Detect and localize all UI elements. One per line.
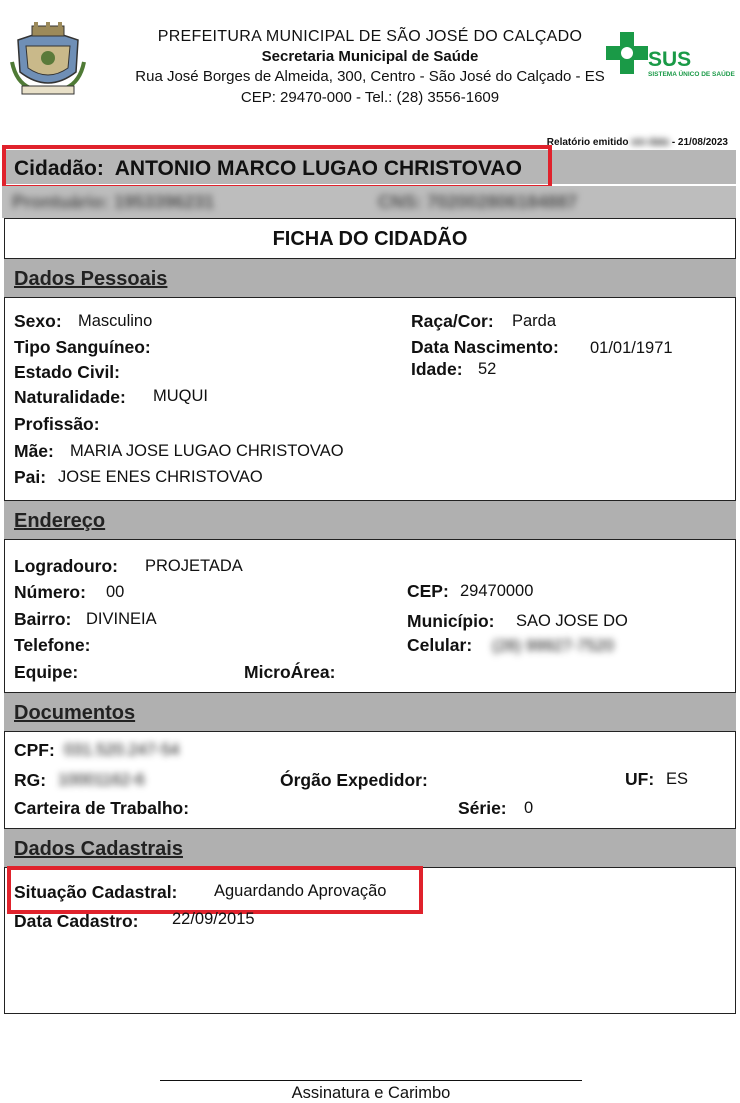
cpf-value: 031.520.247-54: [64, 741, 180, 759]
prontuario-label: Prontuário:: [12, 192, 109, 212]
section-endereco: [4, 500, 736, 540]
section-documentos-heading: Documentos: [14, 702, 136, 724]
situacao-cadastral-label: Situação Cadastral:: [14, 882, 178, 902]
prontuario-value: 1953396231: [114, 192, 215, 212]
mae-label: Mãe:: [14, 441, 54, 461]
uf-label: UF:: [625, 769, 655, 789]
naturalidade-value: MUQUI: [153, 387, 208, 405]
section-dados-cadastrais-heading: Dados Cadastrais: [14, 838, 183, 860]
celular-label: Celular:: [407, 635, 473, 655]
logradouro-value: PROJETADA: [145, 557, 243, 575]
sus-logo-text: SUS: [648, 48, 692, 71]
cep-label: CEP:: [407, 581, 449, 601]
raca-value: Parda: [512, 312, 557, 330]
report-emitted-date: - 21/08/2023: [671, 137, 728, 148]
prontuario-row: [12, 192, 214, 213]
idade-value: 52: [478, 360, 497, 378]
section-endereco-heading: Endereço: [14, 510, 106, 532]
telefone-label: Telefone:: [14, 635, 91, 655]
mae-value: MARIA JOSE LUGAO CHRISTOVAO: [70, 442, 344, 460]
pai-label: Pai:: [14, 467, 47, 487]
municipio-value: SAO JOSE DO: [516, 612, 628, 630]
sexo-label: Sexo:: [14, 311, 62, 331]
cns-value: 702002806184887: [427, 192, 578, 212]
citizen-label: Cidadão:: [14, 157, 104, 180]
bairro-label: Bairro:: [14, 609, 72, 629]
report-emitted: [547, 137, 728, 148]
cns-label: CNS:: [378, 192, 422, 212]
sus-logo-subtext: SISTEMA ÚNICO DE SAÚDE: [648, 71, 735, 78]
cep-value: 29470000: [460, 582, 534, 600]
municipio-label: Município:: [407, 611, 495, 631]
data-cadastro-label: Data Cadastro:: [14, 911, 139, 931]
carteira-trabalho-label: Carteira de Trabalho:: [14, 798, 190, 818]
equipe-label: Equipe:: [14, 662, 79, 682]
situacao-highlight: [7, 866, 423, 914]
header-municipality: PREFEITURA MUNICIPAL DE SÃO JOSÉ DO CALÇADO: [157, 28, 583, 45]
cpf-label: CPF:: [14, 740, 55, 760]
cns-row: [378, 192, 577, 213]
numero-value: 00: [106, 583, 125, 601]
header-contact: CEP: 29470-000 - Tel.: (28) 3556-1609: [240, 89, 500, 106]
form-title: FICHA DO CIDADÃO: [272, 228, 468, 250]
idade-label: Idade:: [411, 359, 463, 379]
data-nascimento-value: 01/01/1971: [590, 339, 673, 357]
profissao-label: Profissão:: [14, 414, 100, 434]
data-nascimento-label: Data Nascimento:: [411, 337, 559, 357]
logradouro-label: Logradouro:: [14, 556, 119, 576]
data-cadastro-value: 22/09/2015: [172, 910, 255, 928]
microarea-label: MicroÁrea:: [244, 662, 336, 682]
header-address: Rua José Borges de Almeida, 300, Centro - São José do Calçado - ES: [135, 68, 605, 85]
orgao-expedidor-label: Órgão Expedidor:: [280, 770, 428, 790]
signature-label: Assinatura e Carimbo: [291, 1084, 451, 1102]
signature-line: [160, 1080, 582, 1081]
numero-label: Número:: [14, 582, 86, 602]
serie-value: 0: [524, 799, 534, 817]
section-dados-pessoais-heading: Dados Pessoais: [14, 268, 168, 290]
raca-label: Raça/Cor:: [411, 311, 494, 331]
serie-label: Série:: [458, 798, 507, 818]
sus-logo-icon: [606, 30, 736, 94]
celular-value: (28) 99927-7520: [492, 637, 615, 655]
citizen-name-highlight: [2, 145, 552, 189]
naturalidade-label: Naturalidade:: [14, 387, 126, 407]
report-emitted-blurred: em data: [631, 137, 670, 148]
report-emitted-label: Relatório emitido: [546, 137, 629, 148]
citizen-name: ANTONIO MARCO LUGAO CHRISTOVAO: [114, 157, 522, 180]
rg-value: 10001162-6: [58, 771, 145, 789]
rg-label: RG:: [14, 770, 47, 790]
sexo-value: Masculino: [78, 312, 153, 330]
tipo-sanguineo-label: Tipo Sanguíneo:: [14, 337, 151, 357]
pai-value: JOSE ENES CHRISTOVAO: [58, 468, 263, 486]
bairro-value: DIVINEIA: [86, 610, 157, 628]
estado-civil-label: Estado Civil:: [14, 362, 120, 382]
header-secretariat: Secretaria Municipal de Saúde: [261, 48, 479, 65]
uf-value: ES: [666, 770, 689, 788]
situacao-cadastral-value: Aguardando Aprovação: [214, 882, 387, 900]
